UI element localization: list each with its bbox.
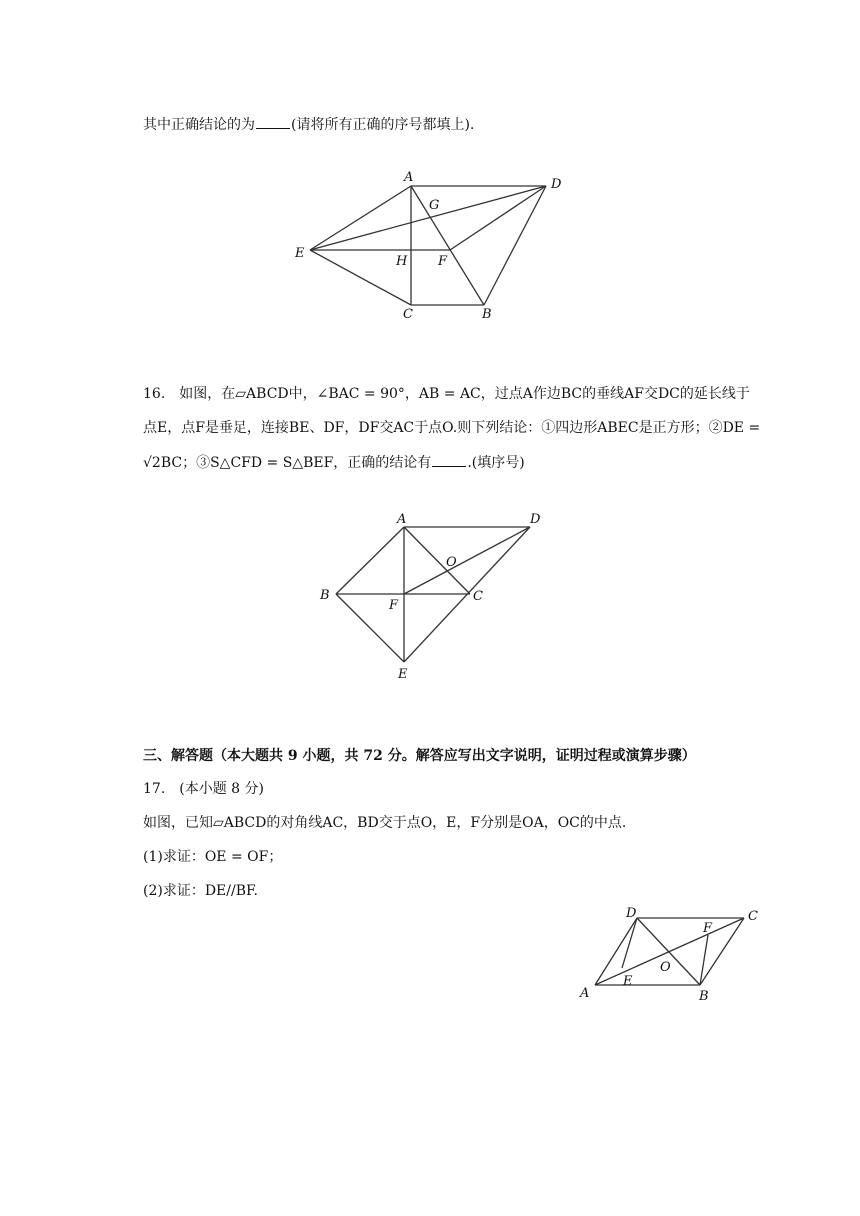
q17-stem: 如图，已知▱ABCD的对角线AC，BD交于点O，E，F分别是OA，OC的中点. [143,815,627,831]
section3-heading: 三、解答题（本大题共 9 小题，共 72 分。解答应写出文字说明，证明过程或演算步骤） [143,748,696,764]
q17-part2: (2)求证：DE//BF. [143,883,258,899]
fig2-label-O: O [446,555,457,570]
q17-number: 17. (本小题 8 分) [143,781,264,797]
fig1-label-E: E [295,246,305,261]
q16-line3-after: .(填序号) [467,455,525,471]
fig2-label-A: A [397,512,407,527]
fig1-label-G: G [429,198,440,213]
fig3-label-B: B [699,989,709,1004]
fig1-label-A: A [404,170,414,185]
q15-tail-before: 其中正确结论的为 [143,117,255,133]
q16-line2: 点E，点F是垂足，连接BE、DF，DF交AC于点O.则下列结论：①四边形ABEC是正方形；②DE = [143,420,761,436]
fig1-label-H: H [396,254,408,269]
fig2-label-B: B [320,588,330,603]
fig1-label-C: C [403,307,413,322]
fig1-label-F: F [438,254,448,269]
fig2-label-C: C [473,589,483,604]
fig3-label-A: A [580,986,590,1001]
fig3-label-O: O [660,960,671,975]
fig2-label-E: E [398,667,408,682]
fig3-label-F: F [703,921,713,936]
fig3-label-D: D [626,906,637,921]
fig1-label-B: B [482,307,492,322]
q15-tail-after: (请将所有正确的序号都填上). [291,117,475,133]
q17-part1: (1)求证：OE = OF； [143,849,283,865]
fig3-label-C: C [748,909,758,924]
q16-line3-before: √2BC；③S△CFD = S△BEF，正确的结论有 [143,455,432,471]
fig2-label-F: F [389,598,399,613]
fig3-label-E: E [623,974,633,989]
fig1-label-D: D [551,177,562,192]
q16-line1: 16. 如图，在▱ABCD中，∠BAC = 90°，AB = AC，过点A作边BC的垂线AF交DC的延长线于 [143,386,750,402]
fig2-label-D: D [530,512,541,527]
